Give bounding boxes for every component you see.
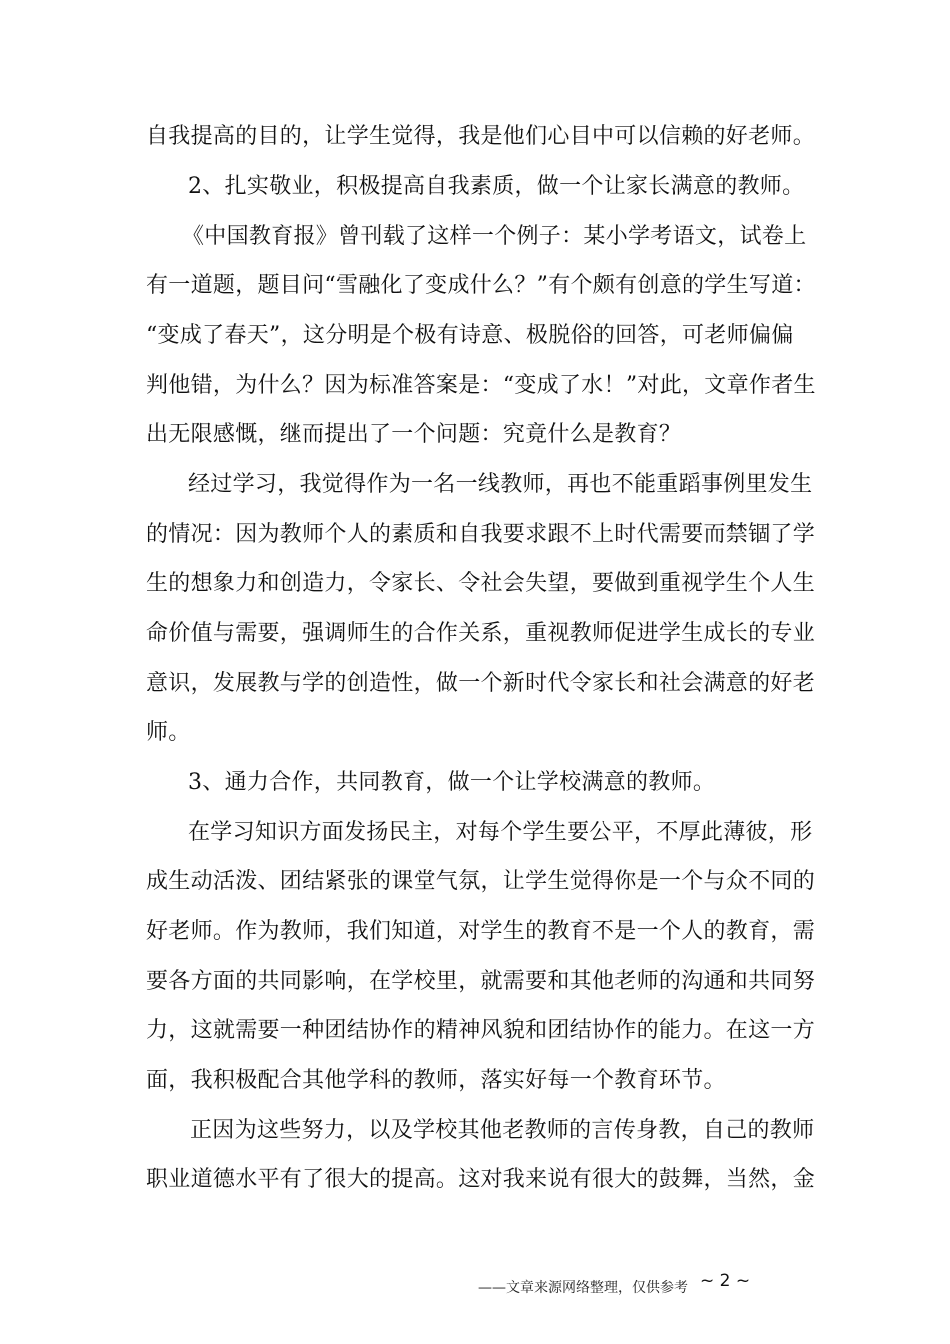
text-line: 正因为这些努力，以及学校其他老教师的言传身教，自己的教师: [190, 1118, 815, 1143]
text-line: 力，这就需要一种团结协作的精神风貌和团结协作的能力。在这一方: [146, 1018, 816, 1043]
text-line: 出无限感慨，继而提出了一个问题：究竟什么是教育？: [146, 422, 682, 447]
text-line: 的情况：因为教师个人的素质和自我要求跟不上时代需要而禁锢了学: [146, 522, 816, 547]
text-line: 命价值与需要，强调师生的合作关系，重视教师促进学生成长的专业: [146, 621, 816, 646]
text-line: 职业道德水平有了很大的提高。这对我来说有很大的鼓舞，当然，金: [146, 1167, 816, 1192]
text-line: 在学习知识方面发扬民主，对每个学生要公平，不厚此薄彼，形: [188, 820, 813, 845]
section-heading: 3、通力合作，共同教育，做一个让学校满意的教师。: [188, 770, 716, 795]
text-line: 有一道题，题目问“雪融化了变成什么？”有个颇有创意的学生写道：: [146, 273, 816, 298]
text-line: 师。: [146, 720, 191, 745]
page-number: ~ 2 ~: [700, 1271, 751, 1291]
text-line: 《中国教育报》曾刊载了这样一个例子：某小学考语文，试卷上: [182, 224, 807, 249]
text-line: 好老师。作为教师，我们知道，对学生的教育不是一个人的教育，需: [146, 919, 816, 944]
text-line: 要各方面的共同影响，在学校里，就需要和其他老师的沟通和共同努: [146, 969, 816, 994]
section-heading: 2、扎实敬业，积极提高自我素质，做一个让家长满意的教师。: [188, 174, 805, 199]
text-line: 自我提高的目的，让学生觉得，我是他们心目中可以信赖的好老师。: [146, 124, 816, 149]
text-line: 生的想象力和创造力，令家长、令社会失望，要做到重视学生个人生: [146, 571, 816, 596]
text-line: 成生动活泼、团结紧张的课堂气氛，让学生觉得你是一个与众不同的: [146, 869, 816, 894]
footer-source-note: ——文章来源网络整理，仅供参考: [478, 1280, 688, 1296]
text-line: “变成了春天”，这分明是个极有诗意、极脱俗的回答，可老师偏偏: [146, 323, 794, 348]
text-line: 判他错，为什么？因为标准答案是：“变成了水！”对此，文章作者生: [146, 373, 816, 398]
text-line: 经过学习，我觉得作为一名一线教师，再也不能重蹈事例里发生: [188, 472, 813, 497]
text-line: 面，我积极配合其他学科的教师，落实好每一个教育环节。: [146, 1068, 726, 1093]
text-line: 意识，发展教与学的创造性，做一个新时代令家长和社会满意的好老: [146, 671, 816, 696]
